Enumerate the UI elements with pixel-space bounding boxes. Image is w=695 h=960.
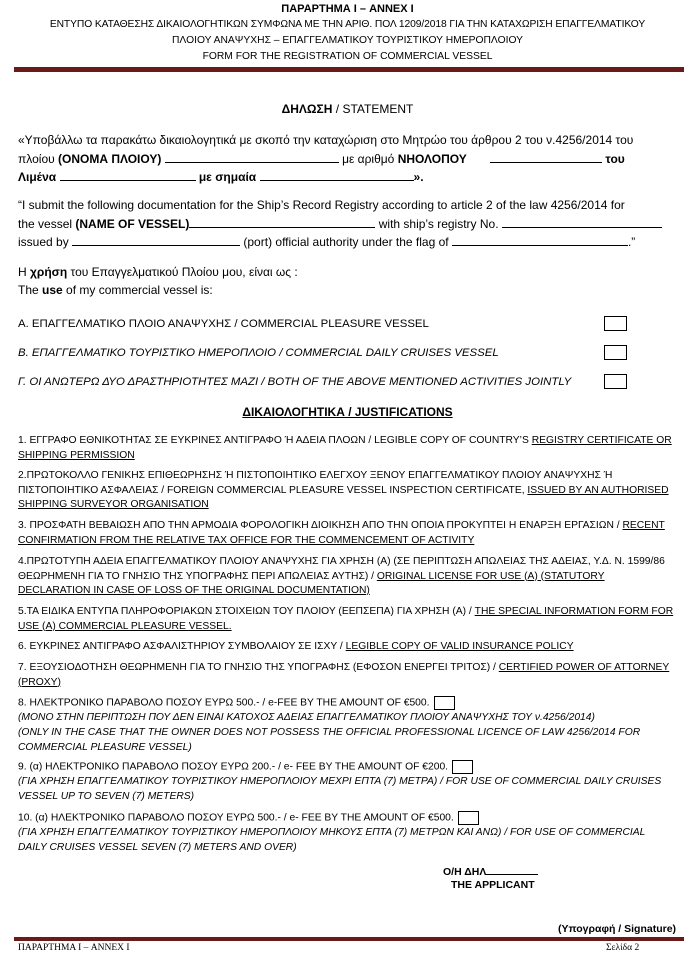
statement-gr-line1: «Υποβάλλω τα παρακάτω δικαιολογητικά με σκοπό την καταχώριση στο Μητρώο του άρθρου 2 του ν.4256/2014 του bbox=[18, 133, 634, 147]
port-gr-field[interactable] bbox=[60, 169, 196, 181]
header-form-subtitle-gr: ΠΛΟΙΟΥ ΑΝΑΨΥΧΗΣ – ΕΠΑΓΓΕΛΜΑΤΙΚΟΥ ΤΟΥΡΙΣΤΙΚΟΥ ΗΜΕΡΟΠΛΟΙΟΥ bbox=[172, 35, 523, 46]
label-vessel-name-en: (NAME OF VESSEL) bbox=[75, 216, 190, 231]
issued-by-field[interactable] bbox=[72, 234, 240, 246]
statement-title-en: STATEMENT bbox=[342, 102, 414, 116]
flag-gr-field[interactable] bbox=[260, 169, 414, 181]
header-form-title-gr: ΕΝΤΥΠΟ ΚΑΤΑΘΕΣΗΣ ΔΙΚΑΙΟΛΟΓΗΤΙΚΩΝ ΣΥΜΦΩΝΑ ΜΕ ΤΗΝ ΑΡΙΘ. ΠΟΛ 1209/2018 ΓΙΑ ΤΗΝ ΚΑΤΑΧΩΡΙΣΗ ΕΠΑΓΓΕΛΜΑΤΙΚΟΥ bbox=[49, 19, 646, 30]
justification-item-1: 1. ΕΓΓΡΑΦΟ ΕΘΝΙΚΟΤΗΤΑΣ ΣΕ ΕΥΚΡΙΝΕΣ ΑΝΤΙΓΡΑΦΟ Ή ΑΔΕΙΑ ΠΛΟΩΝ / LEGIBLE COPY OF COUNTRY’S REGISTRY CERTIFICATE OR SHIPPING PERMISSION bbox=[18, 435, 672, 461]
label-ploiou: πλοίου bbox=[18, 151, 55, 166]
registry-number-en-field[interactable] bbox=[502, 216, 662, 228]
label-the-vessel: the vessel bbox=[18, 216, 73, 231]
justification-item-9: 9. (α) ΗΛΕΚΤΡΟΝΙΚΟ ΠΑΡΑΒΟΛΟ ΠΟΣΟΥ ΕΥΡΩ 200.- / e- FEE BY THE AMOUNT OF €200. (ΓΙΑ ΧΡΗΣΗ ΕΠΑΓΓΕΛΜΑΤΙΚΟΥ ΤΟΥΡΙΣΤΙΚΟΥ ΗΜΕΡΟΠΛΟΙΟΥ ΜΕΧΡΙ ΕΠΤΑ (7) ΜΕΤΡΑ) / FOR USE OF COMMERCIAL DAILY CRUISES VESSEL UP TO SEVEN (7) METERS) bbox=[18, 761, 662, 802]
justifications-title: ΔΙΚΑΙΟΛΟΓΗΤΙΚΑ / JUSTIFICATIONS bbox=[242, 405, 453, 419]
statement-gr-line3 bbox=[18, 169, 678, 187]
use-intro-gr: Η χρήση του Επαγγελματικού Πλοίου μου, είναι ως : bbox=[18, 265, 298, 279]
signature-label: (Υπογραφή / Signature) bbox=[558, 923, 677, 935]
label-vessel-name-gr: (ΟΝΟΜΑ ΠΛΟΙΟΥ) bbox=[58, 151, 162, 166]
label-issued-by: issued by bbox=[18, 235, 69, 249]
label-port-flag: (port) official authority under the flag of bbox=[243, 235, 449, 249]
header-form-title-en: FORM FOR THE REGISTRATION OF COMMERCIAL VESSEL bbox=[202, 51, 493, 62]
justification-item-3: 3. ΠΡΟΣΦΑΤΗ ΒΕΒΑΙΩΣΗ ΑΠΟ ΤΗΝ ΑΡΜΟΔΙΑ ΦΟΡΟΛΟΓΙΚΗ ΔΙΟΙΚΗΣΗ ΑΠΟ ΤΗΝ ΟΠΟΙΑ ΠΡΟΚΥΠΤΕΙ Η ΕΝΑΡΞΗ ΕΡΓΑΣΙΩΝ / RECENT CONFIRMATION FROM THE RELATIVE TAX OFFICE FOR THE COMMENCEMENT OF ACTIVITY bbox=[18, 520, 665, 546]
vessel-name-gr-field[interactable] bbox=[165, 151, 339, 163]
label-registry-gr: ΝΗΟΛΟΠΟΥ bbox=[397, 151, 467, 166]
label-tou: του bbox=[605, 151, 625, 166]
applicant-label-gr: Ο/Η ΔΗΛ bbox=[443, 864, 538, 878]
label-port-gr: Λιμένα bbox=[18, 170, 57, 184]
justification-item-10: 10. (α) ΗΛΕΚΤΡΟΝΙΚΟ ΠΑΡΑΒΟΛΟ ΠΟΣΟΥ ΕΥΡΩ 500.- / e- FEE BY THE AMOUNT OF €500. (ΓΙΑ ΧΡΗΣΗ ΕΠΑΓΓΕΛΜΑΤΙΚΟΥ ΤΟΥΡΙΣΤΙΚΟΥ ΗΜΕΡΟΠΛΟΙΟΥ ΜΗΚΟΥΣ ΕΠΤΑ (7) ΜΕΤΡΩΝ ΚΑΙ ΑΝΩ) / FOR USE OF COMMERCIAL DAILY CRUISES VESSEL SEVEN (7) METERS AND OVER) bbox=[18, 812, 646, 853]
statement-title bbox=[0, 102, 695, 116]
footer-divider bbox=[14, 937, 684, 941]
justification-item-7: 7. ΕΞΟΥΣΙΟΔΟΤΗΣΗ ΘΕΩΡΗΜΕΝΗ ΓΙΑ ΤΟ ΓΝΗΣΙΟ ΤΗΣ ΥΠΟΓΡΑΦΗΣ (ΕΦΟΣΟΝ ΕΝΕΡΓΕΙ ΤΡΙΤΟΣ) / CERTIFIED POWER OF ATTORNEY (PROXY) bbox=[18, 662, 670, 688]
statement-en-line2 bbox=[18, 216, 678, 234]
footer-page-number: Σελίδα 2 bbox=[606, 943, 640, 953]
applicant-name-field[interactable] bbox=[486, 864, 538, 875]
fee-500-cruise-checkbox[interactable] bbox=[458, 811, 479, 825]
fee-200-checkbox[interactable] bbox=[452, 760, 473, 774]
justification-item-8: 8. ΗΛΕΚΤΡΟΝΙΚΟ ΠΑΡΑΒΟΛΟ ΠΟΣΟΥ ΕΥΡΩ 500.- / e-FEE BY THE AMOUNT OF €500. (ΜΟΝΟ ΣΤΗΝ ΠΕΡΙΠΤΩΣΗ ΠΟΥ ΔΕΝ ΕΙΝΑΙ ΚΑΤΟΧΟΣ ΑΔΕΙΑΣ ΕΠΑΓΓΕΛΜΑΤΙΚΟΥ ΠΛΟΙΟΥ ΑΝΑΨΥΧΗΣ ΤΟΥ ν.4256/2014) (ONLY IN THE CASE THAT THE OWNER DOES NOT POSSESS THE OFFICIAL PROFESSIONAL LICENCE OF LAW 4256/2014 FOR COMMERCIAL PLEASURE VESSEL) bbox=[18, 697, 641, 753]
justification-item-5: 5.ΤΑ ΕΙΔΙΚΑ ΕΝΤΥΠΑ ΠΛΗΡΟΦΟΡΙΑΚΩΝ ΣΤΟΙΧΕΙΩΝ ΤΟΥ ΠΛΟΙΟΥ (ΕΕΠΣΕΠΑ) ΓΙΑ ΧΡΗΣΗ (Α) / THE SPECIAL INFORMATION FORM FOR USE (A) COMMERCIAL PLEASURE VESSEL. bbox=[18, 606, 674, 632]
statement-en-line3 bbox=[18, 234, 678, 252]
statement-title-sep: / bbox=[332, 102, 343, 116]
option-c-checkbox[interactable] bbox=[604, 374, 627, 389]
statement-en-line1: “I submit the following documentation for the Ship’s Record Registry according to article 2 of the law 4256/2014 for bbox=[18, 198, 625, 212]
footer-annex: ΠΑΡΑΡΤΗΜΑ Ι – ANNEX I bbox=[18, 943, 130, 953]
justification-item-6: 6. ΕΥΚΡΙΝΕΣ ΑΝΤΙΓΡΑΦΟ ΑΣΦΑΛΙΣΤΗΡΙΟΥ ΣΥΜΒΟΛΑΙΟΥ ΣΕ ΙΣΧΥ / LEGIBLE COPY OF VALID INSURANCE POLICY bbox=[18, 641, 574, 652]
use-intro-en: The use of my commercial vessel is: bbox=[18, 282, 213, 297]
option-c-label: Γ. ΟΙ ΑΝΩΤΕΡΩ ΔΥΟ ΔΡΑΣΤΗΡΙΟΤΗΤΕΣ ΜΑΖΙ / BOTH OF THE ABOVE MENTIONED ACTIVITIES JOINTLY bbox=[18, 376, 572, 388]
label-registry-no: with ship’s registry No. bbox=[378, 216, 499, 231]
fee-500-checkbox[interactable] bbox=[434, 696, 455, 710]
label-number-gr: με αριθμό bbox=[342, 151, 395, 166]
header-divider bbox=[14, 67, 684, 72]
option-a-label: Α. ΕΠΑΓΓΕΛΜΑΤΙΚΟ ΠΛΟΙΟ ΑΝΑΨΥΧΗΣ / COMMERCIAL PLEASURE VESSEL bbox=[18, 318, 429, 330]
justification-item-4: 4.ΠΡΩΤΟΤΥΠΗ ΑΔΕΙΑ ΕΠΑΓΓΕΛΜΑΤΙΚΟΥ ΠΛΟΙΟΥ ΑΝΑΨΥΧΗΣ ΓΙΑ ΧΡΗΣΗ (Α) (ΣΕ ΠΕΡΙΠΤΩΣΗ ΑΠΩΛΕΙΑΣ ΤΗΣ ΑΔΕΙΑΣ, Υ.Δ. Ν. 1599/86 ΘΕΩΡΗΜΕΝΗ ΓΙΑ ΤΟ ΓΝΗΣΙΟ ΤΗΣ ΥΠΟΓΡΑΦΗΣ ΠΕΡΙ ΑΠΩΛΕΙΑΣ ΑΥΤΗΣ) / ORIGINAL LICENSE FOR USE (A) (STATUTORY DECLARATION IN CASE OF LOSS OF THE ORIGINAL DOCUMENTATION) bbox=[18, 556, 665, 597]
use-intro bbox=[18, 264, 678, 299]
registry-number-gr-field[interactable] bbox=[490, 151, 602, 163]
header-annex: ΠΑΡΑΡΤΗΜΑ Ι – ANNEX I bbox=[281, 3, 414, 15]
label-close-quote-gr: ». bbox=[413, 170, 424, 184]
vessel-name-en-field[interactable] bbox=[189, 216, 375, 228]
statement-english bbox=[18, 197, 678, 252]
option-a-checkbox[interactable] bbox=[604, 316, 627, 331]
label-close-quote-en: .” bbox=[627, 235, 636, 249]
justification-item-2: 2.ΠΡΩΤΟΚΟΛΛΟ ΓΕΝΙΚΗΣ ΕΠΙΘΕΩΡΗΣΗΣ Ή ΠΙΣΤΟΠΟΙΗΤΙΚΟ ΕΛΕΓΧΟΥ ΞΕΝΟΥ ΕΠΑΓΓΕΛΜΑΤΙΚΟΥ ΠΛΟΙΟΥ ΑΝΑΨΥΧΗΣ Ή ΠΙΣΤΟΠΟΙΗΤΙΚΟ ΑΣΦΑΛΕΙΑΣ / FOREIGN COMMERCIAL PLEASURE VESSEL INSPECTION CERTIFICATE, ISSUED BY AN AUTHORISED SHIPPING SURVEYOR ORGANISATION bbox=[18, 470, 669, 511]
applicant-label-en: THE APPLICANT bbox=[451, 879, 535, 891]
statement-title-gr: ΔΗΛΩΣΗ bbox=[281, 102, 333, 116]
option-b-label: Β. ΕΠΑΓΓΕΛΜΑΤΙΚΟ ΤΟΥΡΙΣΤΙΚΟ ΗΜΕΡΟΠΛΟΙΟ / COMMERCIAL DAILY CRUISES VESSEL bbox=[18, 347, 499, 359]
label-flag-gr: με σημαία bbox=[198, 170, 257, 184]
statement-gr-line2 bbox=[18, 151, 678, 169]
statement-greek bbox=[18, 132, 678, 187]
flag-en-field[interactable] bbox=[452, 234, 628, 246]
option-b-checkbox[interactable] bbox=[604, 345, 627, 360]
